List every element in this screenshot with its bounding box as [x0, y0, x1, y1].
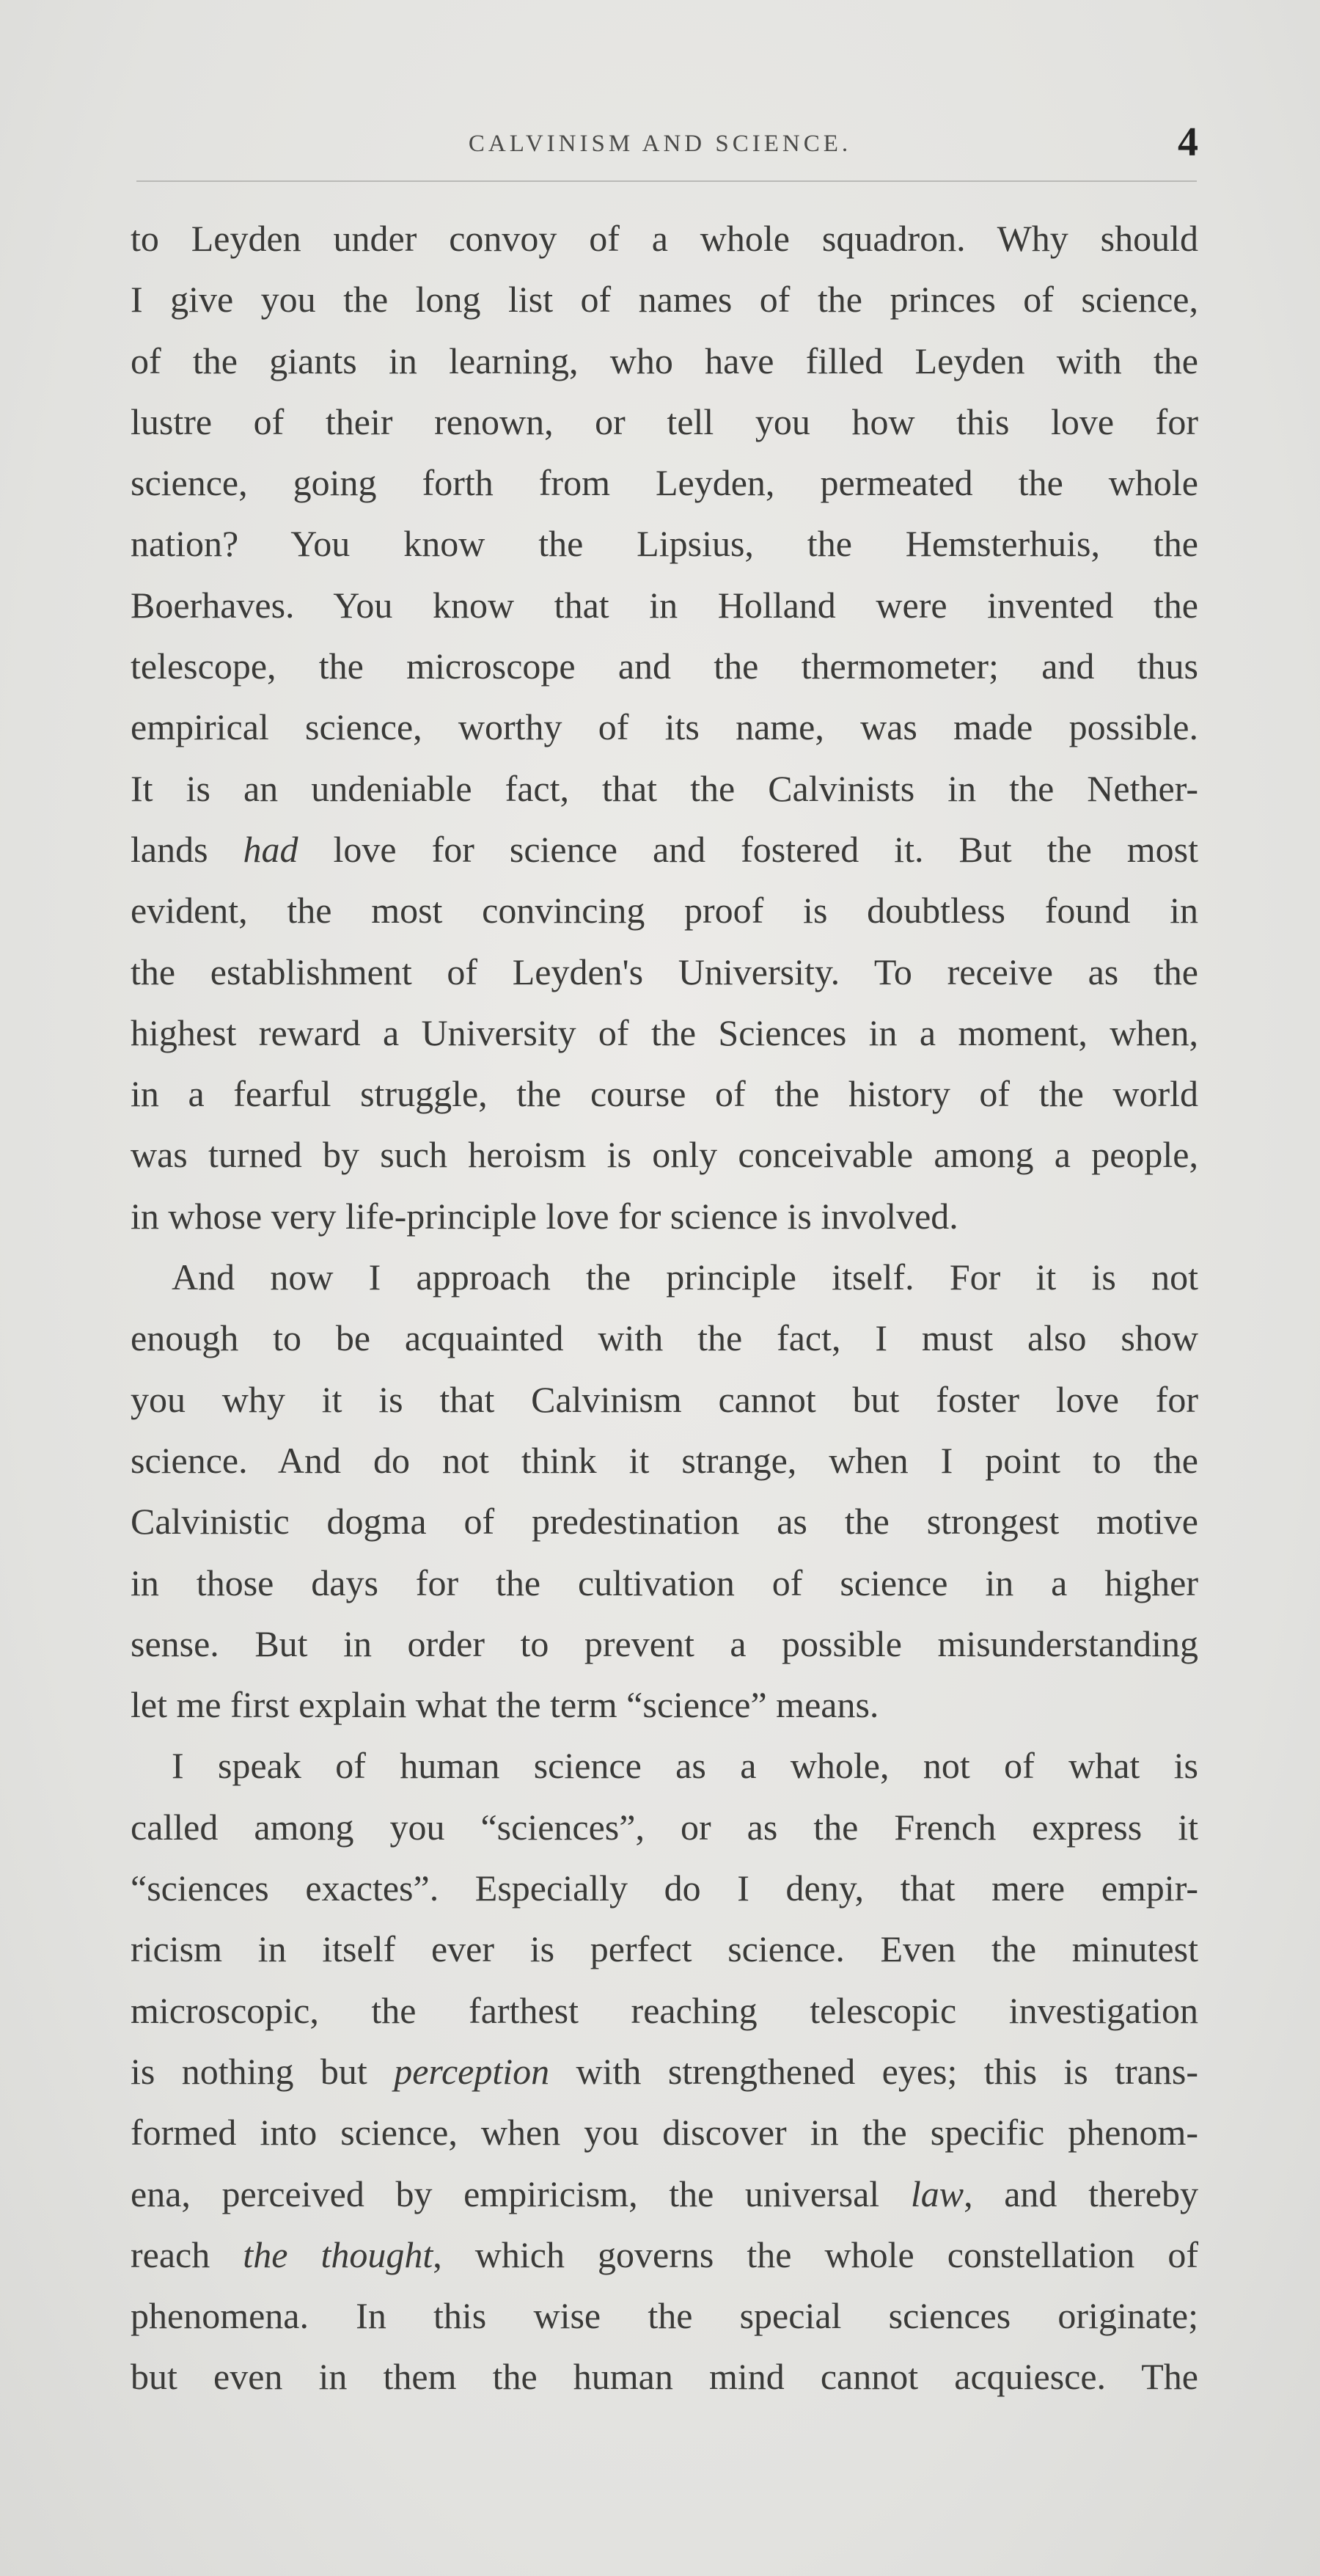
italic-text: perception: [394, 2050, 550, 2092]
running-head: [0, 120, 1320, 167]
text-line: in whose very life-principle love for science is involved.: [131, 1195, 958, 1237]
text-line: you why it is that Calvinism cannot but foster love for: [131, 1378, 1198, 1420]
text-line: And now I approach the principle itself. For it is not: [172, 1256, 1198, 1298]
text-line: in those days for the cultivation of science in a higher: [131, 1562, 1198, 1603]
paragraph: [131, 208, 1198, 1247]
text-line: empirical science, worthy of its name, was made possible.: [131, 706, 1198, 748]
text-line: ricism in itself ever is perfect science. Even the minutest: [131, 1928, 1198, 1970]
paragraph: [131, 1735, 1198, 2407]
running-title: CALVINISM AND SCIENCE.: [468, 131, 852, 157]
text-line: formed into science, when you discover in the specific phenom-: [131, 2112, 1198, 2154]
text-line: reach the thought, which governs the whole constellation of: [131, 2233, 1198, 2275]
italic-text: had: [243, 828, 298, 870]
text-line: evident, the most convincing proof is doubtless found in: [131, 890, 1198, 932]
text-line: Boerhaves. You know that in Holland were invented the: [131, 584, 1198, 626]
italic-text: the thought: [243, 2233, 433, 2275]
page-number: 4: [1178, 120, 1198, 165]
text-line: but even in them the human mind cannot acquiesce. The: [131, 2356, 1198, 2398]
italic-text: law: [910, 2173, 964, 2214]
text-line: I give you the long list of names of the princes of science,: [131, 279, 1198, 321]
paragraph: [131, 1247, 1198, 1735]
body-text: [131, 208, 1198, 2408]
text-line: in a fearful struggle, the course of the history of the world: [131, 1073, 1198, 1115]
text-line: was turned by such heroism is only conceivable among a people,: [131, 1134, 1198, 1176]
text-line: highest reward a University of the Sciences in a moment, when,: [131, 1011, 1198, 1053]
text-line: of the giants in learning, who have filled Leyden with the: [131, 340, 1198, 381]
text-line: Calvinistic dogma of predestination as the strongest motive: [131, 1501, 1198, 1543]
text-line: It is an undeniable fact, that the Calvinists in the Nether-: [131, 767, 1198, 809]
text-line: I speak of human science as a whole, not of what is: [172, 1745, 1198, 1787]
text-line: ena, perceived by empiricism, the universal law, and thereby: [131, 2173, 1198, 2214]
text-line: to Leyden under convoy of a whole squadron. Why should: [131, 218, 1198, 259]
text-line: phenomena. In this wise the special sciences originate;: [131, 2295, 1198, 2337]
text-line: telescope, the microscope and the thermometer; and thus: [131, 645, 1198, 687]
text-line: is nothing but perception with strengthened eyes; this is trans-: [131, 2050, 1198, 2092]
text-line: science. And do not think it strange, when I point to the: [131, 1439, 1198, 1481]
header-rule: [136, 180, 1197, 182]
text-line: microscopic, the farthest reaching telescopic investigation: [131, 1989, 1198, 2031]
text-line: the establishment of Leyden's University. To receive as the: [131, 951, 1198, 992]
text-line: enough to be acquainted with the fact, I must also show: [131, 1317, 1198, 1359]
text-line: lustre of their renown, or tell you how this love for: [131, 400, 1198, 442]
text-line: “sciences exactes”. Especially do I deny, that mere empir-: [131, 1867, 1198, 1909]
text-line: let me first explain what the term “science” means.: [131, 1684, 879, 1726]
text-line: called among you “sciences”, or as the French express it: [131, 1806, 1198, 1848]
text-line: sense. But in order to prevent a possible misunderstanding: [131, 1622, 1198, 1664]
text-line: nation? You know the Lipsius, the Hemsterhuis, the: [131, 523, 1198, 565]
text-line: science, going forth from Leyden, permeated the whole: [131, 462, 1198, 504]
text-line: lands had love for science and fostered it. But the most: [131, 828, 1198, 870]
